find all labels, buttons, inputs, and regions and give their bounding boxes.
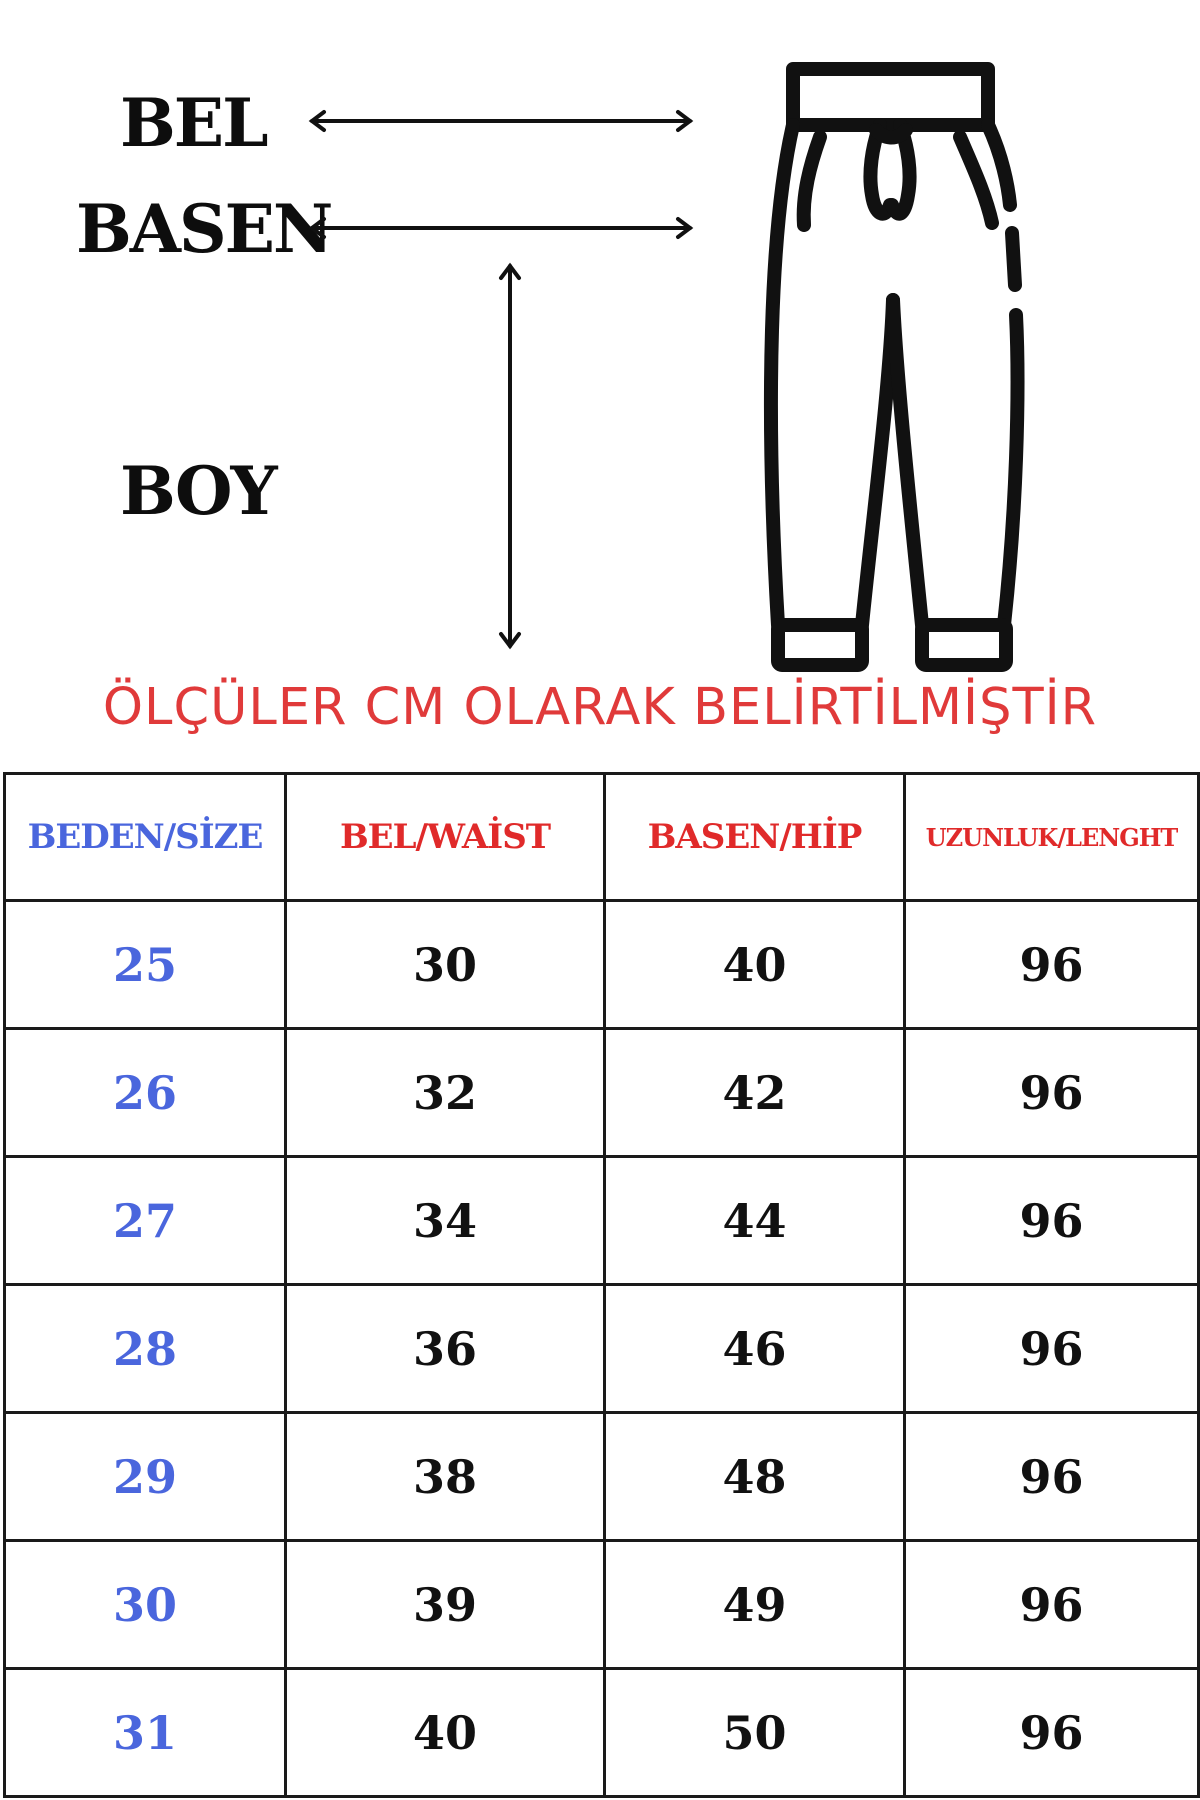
size-cell: 26 bbox=[5, 1029, 286, 1157]
table-row bbox=[5, 1157, 1199, 1285]
hip-cell: 40 bbox=[605, 901, 905, 1029]
waist-cell: 38 bbox=[286, 1413, 605, 1541]
size-chart-table bbox=[3, 772, 1200, 1798]
length-cell: 96 bbox=[905, 1157, 1199, 1285]
table-row bbox=[5, 901, 1199, 1029]
waist-cell: 39 bbox=[286, 1541, 605, 1669]
waist-arrow bbox=[312, 112, 690, 130]
hip-cell: 49 bbox=[605, 1541, 905, 1669]
hip-cell: 48 bbox=[605, 1413, 905, 1541]
length-arrow bbox=[501, 266, 519, 646]
header-length: UZUNLUK/LENGHT bbox=[905, 774, 1199, 901]
hip-arrow bbox=[312, 219, 690, 237]
length-cell: 96 bbox=[905, 1669, 1199, 1797]
size-cell: 30 bbox=[5, 1541, 286, 1669]
table-row bbox=[5, 1541, 1199, 1669]
hip-cell: 50 bbox=[605, 1669, 905, 1797]
waist-cell: 36 bbox=[286, 1285, 605, 1413]
table-row bbox=[5, 1285, 1199, 1413]
header-size: BEDEN/SİZE bbox=[5, 774, 286, 901]
table-row bbox=[5, 1029, 1199, 1157]
length-cell: 96 bbox=[905, 1413, 1199, 1541]
hip-label: BASEN bbox=[76, 190, 332, 268]
length-cell: 96 bbox=[905, 1541, 1199, 1669]
hip-cell: 42 bbox=[605, 1029, 905, 1157]
table-header-row bbox=[5, 774, 1199, 901]
table-row bbox=[5, 1669, 1199, 1797]
header-hip: BASEN/HİP bbox=[605, 774, 905, 901]
length-label: BOY bbox=[120, 452, 276, 530]
waist-cell: 34 bbox=[286, 1157, 605, 1285]
hip-cell: 44 bbox=[605, 1157, 905, 1285]
waist-cell: 30 bbox=[286, 901, 605, 1029]
size-cell: 29 bbox=[5, 1413, 286, 1541]
length-cell: 96 bbox=[905, 1285, 1199, 1413]
hip-cell: 46 bbox=[605, 1285, 905, 1413]
table-row bbox=[5, 1413, 1199, 1541]
pants-icon bbox=[740, 55, 1040, 675]
size-cell: 28 bbox=[5, 1285, 286, 1413]
size-cell: 25 bbox=[5, 901, 286, 1029]
waist-cell: 40 bbox=[286, 1669, 605, 1797]
measurement-note: ÖLÇÜLER CM OLARAK BELİRTİLMİŞTİR bbox=[102, 678, 1098, 737]
waist-cell: 32 bbox=[286, 1029, 605, 1157]
waist-label: BEL bbox=[120, 84, 267, 162]
size-cell: 27 bbox=[5, 1157, 286, 1285]
header-waist: BEL/WAİST bbox=[286, 774, 605, 901]
length-cell: 96 bbox=[905, 901, 1199, 1029]
size-cell: 31 bbox=[5, 1669, 286, 1797]
length-cell: 96 bbox=[905, 1029, 1199, 1157]
